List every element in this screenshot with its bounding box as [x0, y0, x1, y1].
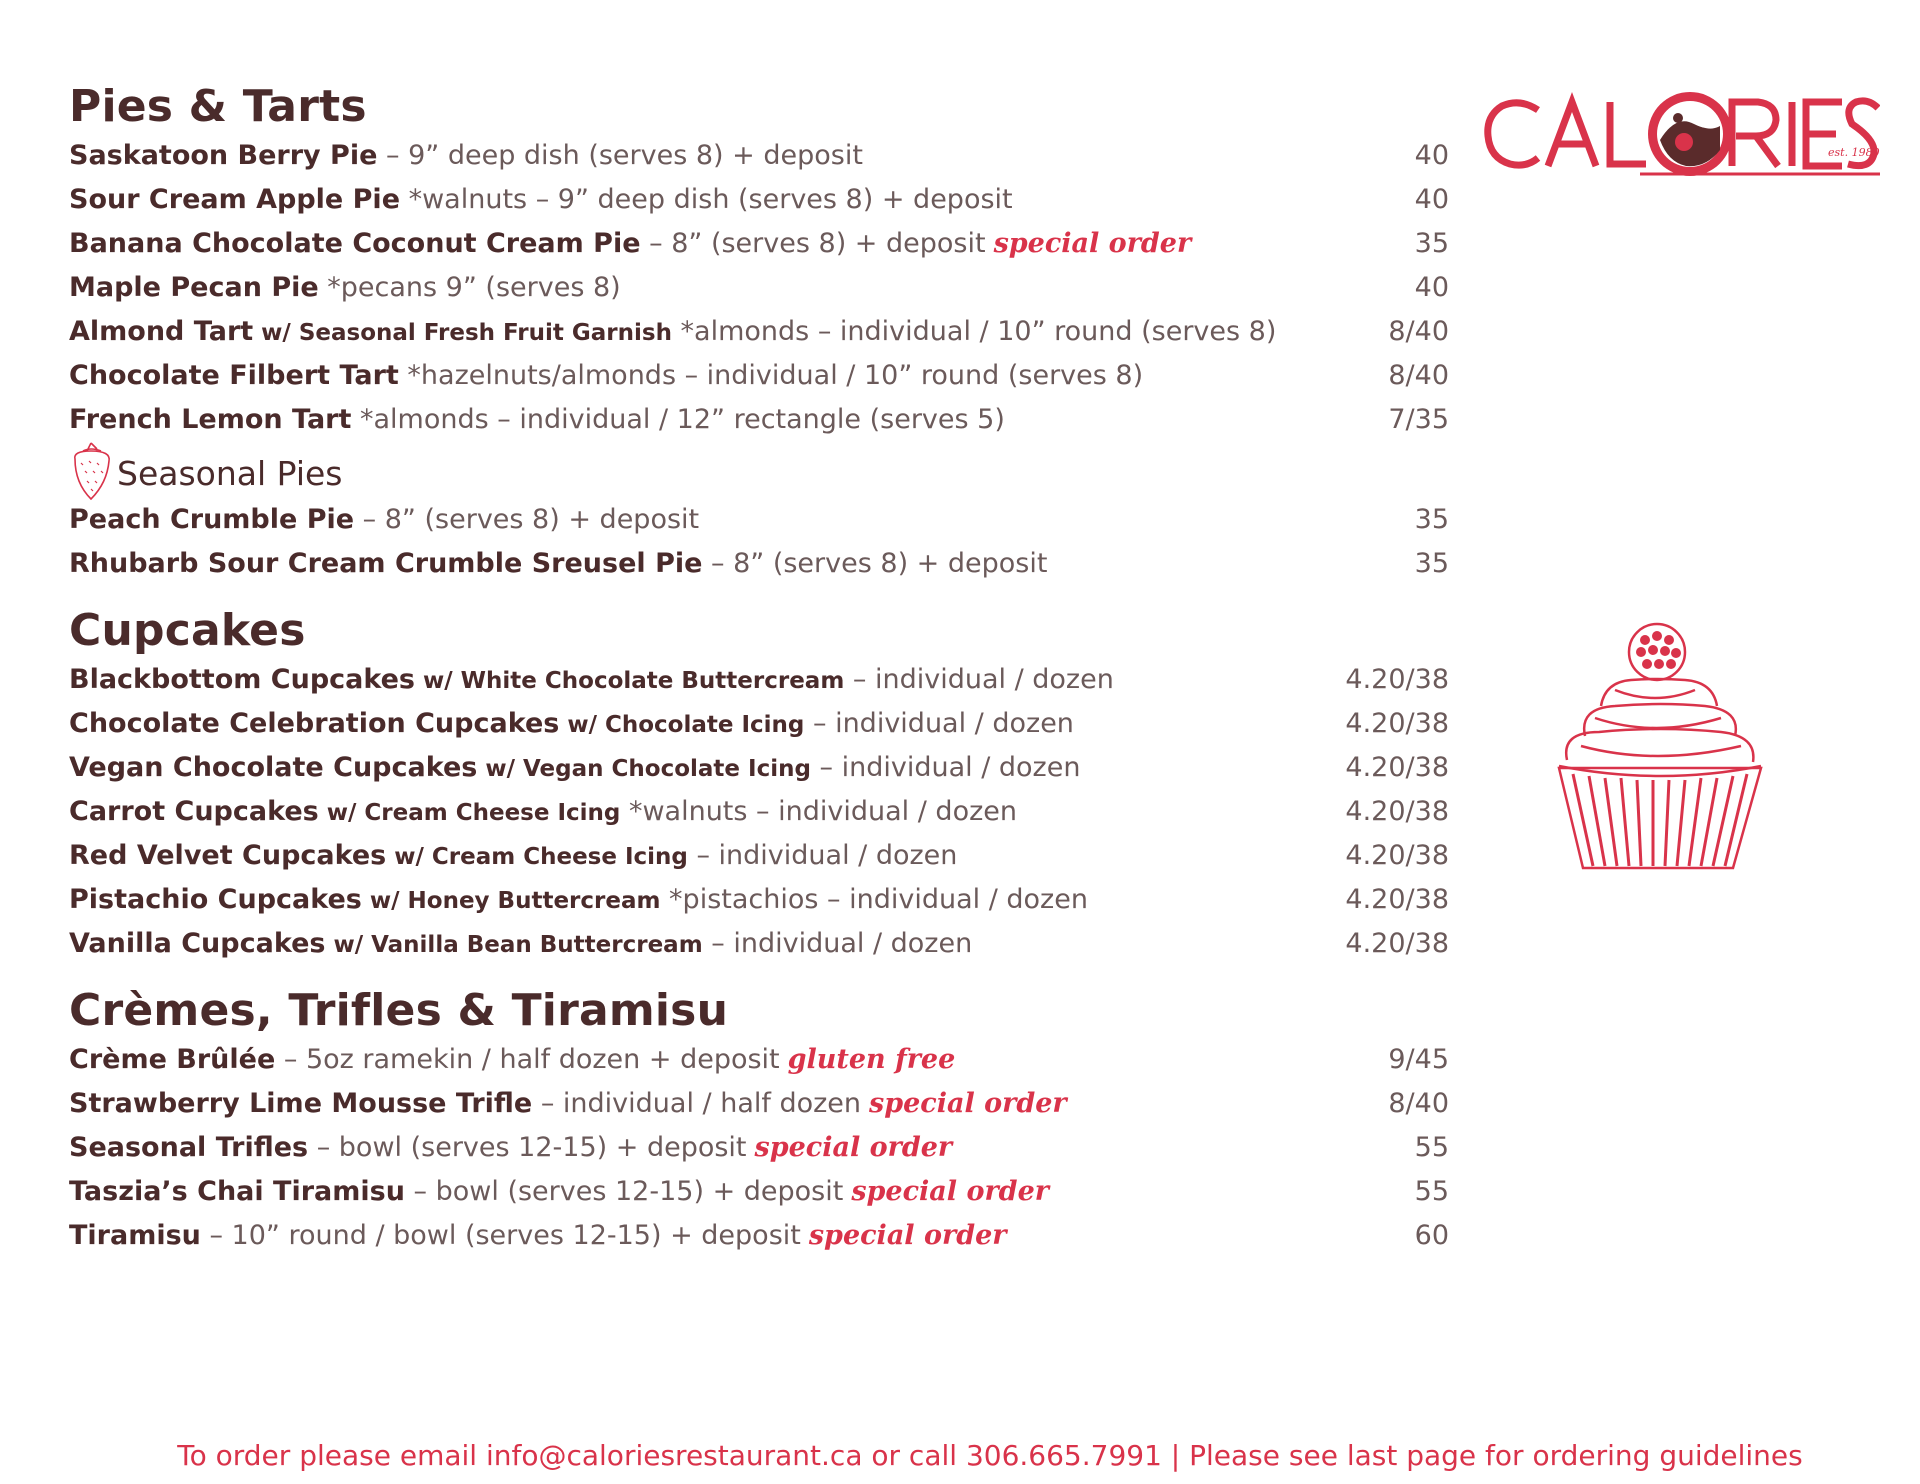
item-detail: – 8” (serves 8) + deposit: [354, 504, 700, 535]
item-name-text: Pistachio Cupcakes: [69, 884, 362, 915]
item-name-text: Vanilla Cupcakes: [69, 928, 326, 959]
item-allergen: *almonds: [351, 404, 489, 435]
item-price: 4.20/38: [1345, 928, 1449, 959]
item-detail: – individual / dozen: [810, 752, 1081, 783]
menu-item: [69, 222, 1449, 266]
menu-item: [69, 178, 1449, 222]
item-name: Crème Brûlée: [69, 1044, 276, 1075]
item-detail: – 8” (serves 8) + deposit: [702, 548, 1048, 579]
item-name: Chocolate Filbert Tart: [69, 360, 399, 391]
item-name: Banana Chocolate Coconut Cream Pie: [69, 228, 641, 259]
special-order-tag: special order: [869, 1088, 1067, 1119]
item-with: w/ Seasonal Fresh Fruit Garnish: [253, 320, 672, 346]
item-name: French Lemon Tart: [69, 404, 352, 435]
item-price: 40: [1414, 140, 1449, 171]
item-price: 4.20/38: [1345, 664, 1449, 695]
item-detail: – 10” round / bowl (serves 12-15) + deposit: [200, 1220, 801, 1251]
item-price: 8/40: [1388, 316, 1449, 347]
menu-item: [69, 134, 1449, 178]
item-detail: – individual / 10” round (serves 8): [676, 360, 1144, 391]
gluten-free-tag: gluten free: [787, 1044, 956, 1075]
item-detail: – individual / dozen: [804, 708, 1074, 739]
item-name: [69, 840, 688, 871]
special-order-tag: special order: [851, 1176, 1049, 1207]
special-order-tag: special order: [993, 228, 1192, 259]
section-title-cupcakes: Cupcakes: [69, 605, 306, 656]
item-name: Tiramisu: [69, 1220, 201, 1251]
item-detail: – individual / 10” round (serves 8): [809, 316, 1277, 347]
item-detail: – 8” (serves 8) + deposit: [640, 228, 986, 259]
menu-item: [69, 702, 1449, 746]
item-price: 4.20/38: [1345, 752, 1449, 783]
item-price: 35: [1414, 228, 1449, 259]
item-name-text: Chocolate Celebration Cupcakes: [69, 708, 560, 739]
item-price: 9/45: [1388, 1044, 1449, 1075]
item-name: [69, 796, 620, 827]
menu-item: [69, 658, 1449, 702]
menu-item: [69, 1038, 1449, 1082]
menu-item: [69, 1126, 1449, 1170]
item-price: 55: [1414, 1176, 1449, 1207]
item-with: w/ Cream Cheese Icing: [318, 800, 621, 826]
seasonal-pies-title: Seasonal Pies: [117, 454, 343, 493]
item-name-text: Red Velvet Cupcakes: [69, 840, 387, 871]
cupcakes-list: [69, 658, 1449, 966]
item-detail: – 5oz ramekin / half dozen + deposit: [275, 1044, 780, 1075]
item-name: [69, 664, 844, 695]
menu-item: [69, 746, 1449, 790]
item-name: Maple Pecan Pie: [69, 272, 319, 303]
item-name: Saskatoon Berry Pie: [69, 140, 378, 171]
item-allergen: *walnuts: [400, 184, 528, 215]
item-with: w/ Cream Cheese Icing: [386, 844, 688, 870]
item-price: 4.20/38: [1345, 796, 1449, 827]
item-detail: – bowl (serves 12-15) + deposit: [404, 1176, 844, 1207]
item-price: 35: [1414, 548, 1449, 579]
item-detail: – individual / dozen: [747, 796, 1017, 827]
item-price: 4.20/38: [1345, 884, 1449, 915]
item-name-text: Blackbottom Cupcakes: [69, 664, 415, 695]
seasonal-pies-list: [69, 498, 1449, 586]
ordering-footer: To order please email info@caloriesrestaurant.ca or call 306.665.7991 | Please see last page for ordering guidelines: [177, 1439, 1803, 1472]
item-detail: – 9” deep dish (serves 8) + deposit: [527, 184, 1013, 215]
item-allergen: *pecans 9” (serves 8): [318, 272, 621, 303]
item-price: 40: [1414, 272, 1449, 303]
pies-tarts-list: [69, 134, 1449, 442]
menu-item: [69, 498, 1449, 542]
item-detail: – individual / dozen: [687, 840, 958, 871]
special-order-tag: special order: [754, 1132, 953, 1163]
menu-item: [69, 398, 1449, 442]
item-detail: – individual / dozen: [702, 928, 973, 959]
item-name: Seasonal Trifles: [69, 1132, 309, 1163]
menu-item: [69, 266, 1449, 310]
item-detail: – individual / dozen: [818, 884, 1088, 915]
item-price: 4.20/38: [1345, 708, 1449, 739]
menu-item: [69, 542, 1449, 586]
logo-est-text: est. 1980: [1828, 146, 1880, 159]
item-allergen: *almonds: [671, 316, 810, 347]
menu-content: [69, 80, 1449, 1258]
item-name: Taszia’s Chai Tiramisu: [69, 1176, 405, 1207]
item-price: 7/35: [1388, 404, 1449, 435]
item-name-text: Carrot Cupcakes: [69, 796, 319, 827]
item-detail: – bowl (serves 12-15) + deposit: [308, 1132, 747, 1163]
item-price: 8/40: [1388, 360, 1449, 391]
item-name-text: Almond Tart: [69, 316, 254, 347]
item-name: Strawberry Lime Mousse Trifle: [69, 1088, 533, 1119]
calories-logo: [1480, 84, 1880, 180]
item-with: w/ Honey Buttercream: [361, 888, 661, 914]
section-title-cremes-trifles-tiramisu: Crèmes, Trifles & Tiramisu: [69, 985, 729, 1036]
item-price: 8/40: [1388, 1088, 1449, 1119]
item-detail: – 9” deep dish (serves 8) + deposit: [377, 140, 863, 171]
item-price: 35: [1414, 504, 1449, 535]
strawberry-icon: [67, 437, 115, 503]
menu-item: [69, 1170, 1449, 1214]
item-allergen: *pistachios: [660, 884, 819, 915]
item-name: [69, 884, 660, 915]
section-title-seasonal-pies: [67, 450, 1449, 498]
cremes-list: [69, 1038, 1449, 1258]
item-name: Peach Crumble Pie: [69, 504, 355, 535]
item-price: 60: [1414, 1220, 1449, 1251]
item-name-text: Vegan Chocolate Cupcakes: [69, 752, 478, 783]
special-order-tag: special order: [808, 1220, 1007, 1251]
menu-item: [69, 790, 1449, 834]
item-detail: – individual / half dozen: [532, 1088, 862, 1119]
item-with: w/ Vegan Chocolate Icing: [477, 756, 811, 782]
item-detail: – individual / 12” rectangle (serves 5): [488, 404, 1005, 435]
item-name: [69, 708, 804, 739]
item-price: 4.20/38: [1345, 840, 1449, 871]
item-name: [69, 316, 672, 347]
item-detail: – individual / dozen: [844, 664, 1114, 695]
item-name: [69, 752, 811, 783]
item-name: Sour Cream Apple Pie: [69, 184, 401, 215]
menu-item: [69, 1082, 1449, 1126]
menu-item: [69, 1214, 1449, 1258]
item-name: Rhubarb Sour Cream Crumble Sreusel Pie: [69, 548, 703, 579]
menu-item: [69, 310, 1449, 354]
menu-item: [69, 922, 1449, 966]
menu-item: [69, 834, 1449, 878]
item-price: 55: [1414, 1132, 1449, 1163]
item-name: [69, 928, 703, 959]
section-title-pies-tarts: Pies & Tarts: [69, 81, 367, 132]
menu-item: [69, 354, 1449, 398]
menu-item: [69, 878, 1449, 922]
cupcake-illustration: [1545, 610, 1775, 880]
item-with: w/ Chocolate Icing: [559, 712, 805, 738]
item-price: 40: [1414, 184, 1449, 215]
item-with: w/ White Chocolate Buttercream: [415, 668, 845, 694]
item-allergen: *walnuts: [620, 796, 748, 827]
item-with: w/ Vanilla Bean Buttercream: [325, 932, 703, 958]
item-allergen: *hazelnuts/almonds: [398, 360, 677, 391]
